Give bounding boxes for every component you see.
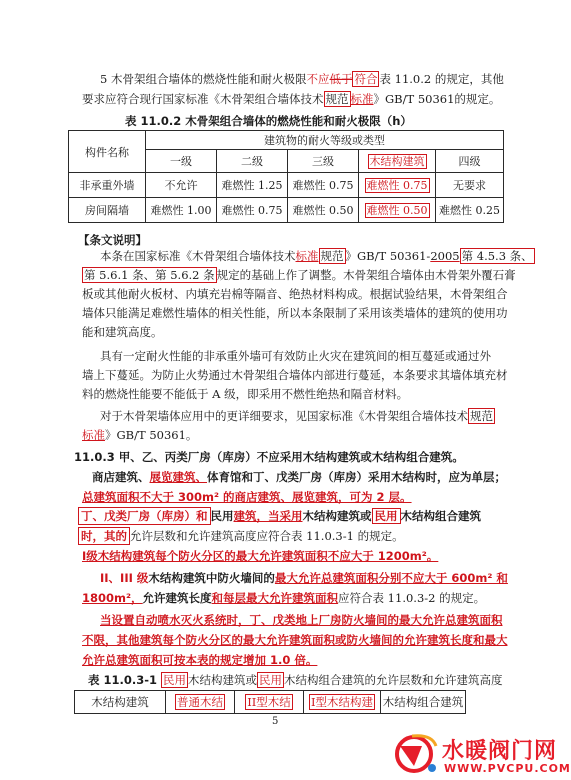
para5-l2-guifan: 规范 xyxy=(325,92,349,106)
table1-cell-wood xyxy=(359,198,436,223)
table2-col-ordinary-label: 普通木结 xyxy=(177,695,223,709)
para5-l2-biaozhun: 标准 xyxy=(350,92,374,106)
s1103-line5 xyxy=(78,528,404,544)
ex1-deleted: 规范 xyxy=(320,249,344,263)
table2-caption-num: 表 11.0.3-1 xyxy=(88,673,162,687)
ex1-year: 2005 xyxy=(430,249,460,263)
para5-text: 5 木骨架组合墙体的燃烧性能和耐火极限 xyxy=(100,72,307,86)
ex-line6: 具有一定耐火性能的非承重外墙可有效防止火灾在建筑间的相互蔓延或通过外 xyxy=(100,349,491,363)
table1-head-group: 建筑物的耐火等级或类型 xyxy=(146,131,504,150)
para5-deleted-lower: 低于 xyxy=(329,72,353,86)
table-11-0-2 xyxy=(68,130,504,223)
s1103-rest: 体育馆和丁、戊类厂房（库房）采用木结构时，应为单层； xyxy=(207,470,506,484)
s1103-line8 xyxy=(82,590,485,606)
s1103-line3: 总建筑面积不大于 300m² 的商店建筑、展览建筑，可为 2 层。 xyxy=(82,490,412,504)
watermark-brand: 水暖阀门网 xyxy=(442,739,558,764)
table1-cell: 难燃性 1.25 xyxy=(217,173,288,198)
s1103-line4 xyxy=(78,508,481,524)
table1-col-wood-label: 木结构建筑 xyxy=(369,155,425,168)
table2-caption-rest: 木结构组合建筑的允许层数和允许建筑高度 xyxy=(284,673,503,687)
table2-caption-minyong2: 民用 xyxy=(259,673,283,687)
s1103-firewall: 木结构建筑中防火墙间的 xyxy=(148,571,275,585)
ex10-biaozhun: 标准 xyxy=(82,428,105,442)
s1103-line11: 允许总建筑面积可按本表的规定增加 1.0 倍。 xyxy=(82,653,318,667)
table1-head-component: 构件名称 xyxy=(69,131,146,173)
table1-cell: 无要求 xyxy=(436,173,504,198)
watermark-logo xyxy=(392,732,571,780)
table1-cell: 难燃性 0.75 xyxy=(217,198,288,223)
ex-line4: 墙体只能满足难燃性墙体的相关性能，所以本条限制了采用该类墙体的建筑的使用功 xyxy=(82,306,508,320)
table2-caption-wood: 木结构建筑或 xyxy=(188,673,258,687)
ex1-code: 》GB/T 50361- xyxy=(345,249,431,263)
ex2-articles: 第 5.6.1 条、第 5.6.2 条 xyxy=(84,268,215,282)
table1-cell: 不允许 xyxy=(146,173,217,198)
table2-caption-minyong: 民用 xyxy=(163,673,187,687)
s1103-ding-wu: 丁、戊类厂房（库房）和 xyxy=(78,507,211,525)
s1103-wood-combo: 木结构组合建筑 xyxy=(400,509,481,523)
ex-line8: 料的燃烧性能要不能低于 A 级，即采用不燃性绝热和隔音材料。 xyxy=(82,387,409,401)
s1103-exhibit: 展览建筑、 xyxy=(149,470,207,484)
ex-line9 xyxy=(100,409,495,424)
ex-line1 xyxy=(100,249,535,264)
para5-l2-end: 》GB/T 50361的规定。 xyxy=(373,92,501,106)
para5-text-end: 表 11.0.2 的规定，其他 xyxy=(379,72,504,86)
table1-row1-name: 非承重外墙 xyxy=(69,173,146,198)
table-row xyxy=(69,173,504,198)
table-11-0-3-1 xyxy=(74,690,466,714)
table1-cell: 难燃性 0.75 xyxy=(288,173,359,198)
table1-col-grade3: 三级 xyxy=(288,150,359,173)
table1-cell: 难燃性 0.50 xyxy=(288,198,359,223)
s1103-line9: 当设置自动喷水灭火系统时，丁、戊类地上厂房防火墙间的最大允许总建筑面积 xyxy=(100,613,503,627)
table2-col-type2 xyxy=(235,691,304,714)
s1103-line1: 11.0.3 甲、乙、丙类厂房（库房）不应采用木结构建筑或木结构组合建筑。 xyxy=(74,450,464,464)
table1-cell-wood-value: 难燃性 0.50 xyxy=(366,204,428,217)
table1-col-wood xyxy=(359,150,436,173)
s1103-length: 允许建筑长度 xyxy=(142,591,212,605)
s1103-line2 xyxy=(92,469,506,485)
s1103-when: 建筑，当采用 xyxy=(233,509,303,523)
table-row xyxy=(69,198,504,223)
watermark-url: WWW.PVCPU.COM xyxy=(444,762,571,775)
table2-caption xyxy=(88,672,503,688)
s1103-per-floor: 和每层最大允许建筑面积 xyxy=(211,591,339,605)
s1103-line7 xyxy=(100,570,508,586)
ex-line3: 板或其他耐火板材、内填充岩棉等隔音、绝热材料构成。根据试验结果，木骨架组合 xyxy=(82,287,508,301)
para5-line1 xyxy=(100,72,504,87)
ex-line7: 墙上下蔓延。为防止火势通过木骨架组合墙体内部进行蔓延，本条要求其墙体填充材 xyxy=(82,368,508,382)
table1-cell: 难燃性 0.25 xyxy=(436,198,504,223)
s1103-1800: 1800m²， xyxy=(82,591,143,605)
ex9-text: 对于木骨架墙体应用中的更详细要求，见国家标准《木骨架组合墙体技术 xyxy=(100,409,468,423)
s1103-shop: 商店建筑、 xyxy=(92,470,150,484)
ex10-code: 》GB/T 50361。 xyxy=(105,428,198,442)
ex-line10 xyxy=(82,428,197,443)
table1-row2-name: 房间隔墙 xyxy=(69,198,146,223)
table1-cell-wood-value: 难燃性 0.75 xyxy=(366,179,428,192)
s1103-table-ref: 应符合表 11.0.3-2 的规定。 xyxy=(338,591,486,605)
table2-col-type2-label: II型木结 xyxy=(247,695,291,709)
page-number: 5 xyxy=(272,716,279,727)
s1103-wood: 木结构建筑或 xyxy=(302,509,372,523)
table2-col-ordinary xyxy=(166,691,235,714)
table1-cell-wood xyxy=(359,173,436,198)
s1103-minyong2: 民用 xyxy=(372,508,401,524)
table1-col-grade1: 一级 xyxy=(146,150,217,173)
table1-caption: 表 11.0.2 木骨架组合墙体的燃烧性能和耐火极限（h） xyxy=(125,114,412,128)
explanation-title: 【条文说明】 xyxy=(78,233,147,247)
s1103-line10: 不限，其他建筑每个防火分区的最大允许建筑面积或防火墙间的允许建筑长度和最大 xyxy=(82,633,508,647)
table2-col-wood: 木结构建筑 xyxy=(75,691,166,714)
table1-col-grade4: 四级 xyxy=(436,150,504,173)
ex2-text: 规定的基础上作了调整。木骨架组合墙体由木骨架外覆石膏 xyxy=(216,268,516,282)
s1103-minyong: 民用 xyxy=(210,509,234,523)
table1-cell: 难燃性 1.00 xyxy=(146,198,217,223)
ex1-article: 第 4.5.3 条、 xyxy=(461,249,533,263)
table1-col-grade2: 二级 xyxy=(217,150,288,173)
s1103-grade23: II、III 级 xyxy=(100,571,149,585)
s1103-line6: I级木结构建筑每个防火分区的最大允许建筑面积不应大于 1200m²。 xyxy=(82,549,439,563)
s1103-qi: 时，其的 xyxy=(78,527,130,545)
para5-insert-comply: 符合 xyxy=(354,72,378,86)
valve-logo-icon xyxy=(392,732,440,776)
ex-line5: 能和建筑高度。 xyxy=(82,325,163,339)
ex-line2 xyxy=(82,268,516,283)
table2-col-combo: 木结构组合建筑 xyxy=(381,691,466,714)
s1103-allow: 允许层数和允许建筑高度应符合表 11.0.3-1 的规定。 xyxy=(130,529,404,543)
para5-line2 xyxy=(82,92,500,107)
s1103-max-area: 最大允许总建筑面积分别不应大于 600m² 和 xyxy=(274,571,508,585)
ex1-text: 本条在国家标准《木骨架组合墙体技术 xyxy=(100,249,296,263)
para5-l2-text: 要求应符合现行国家标准《木骨架组合墙体技术 xyxy=(82,92,324,106)
table2-col-type1 xyxy=(304,691,381,714)
table2-col-type1-label: I型木结构建 xyxy=(310,695,374,709)
ex9-guifan: 规范 xyxy=(470,409,493,423)
para5-insert-not: 不应 xyxy=(306,72,330,86)
ex1-insert: 标准 xyxy=(295,249,319,263)
